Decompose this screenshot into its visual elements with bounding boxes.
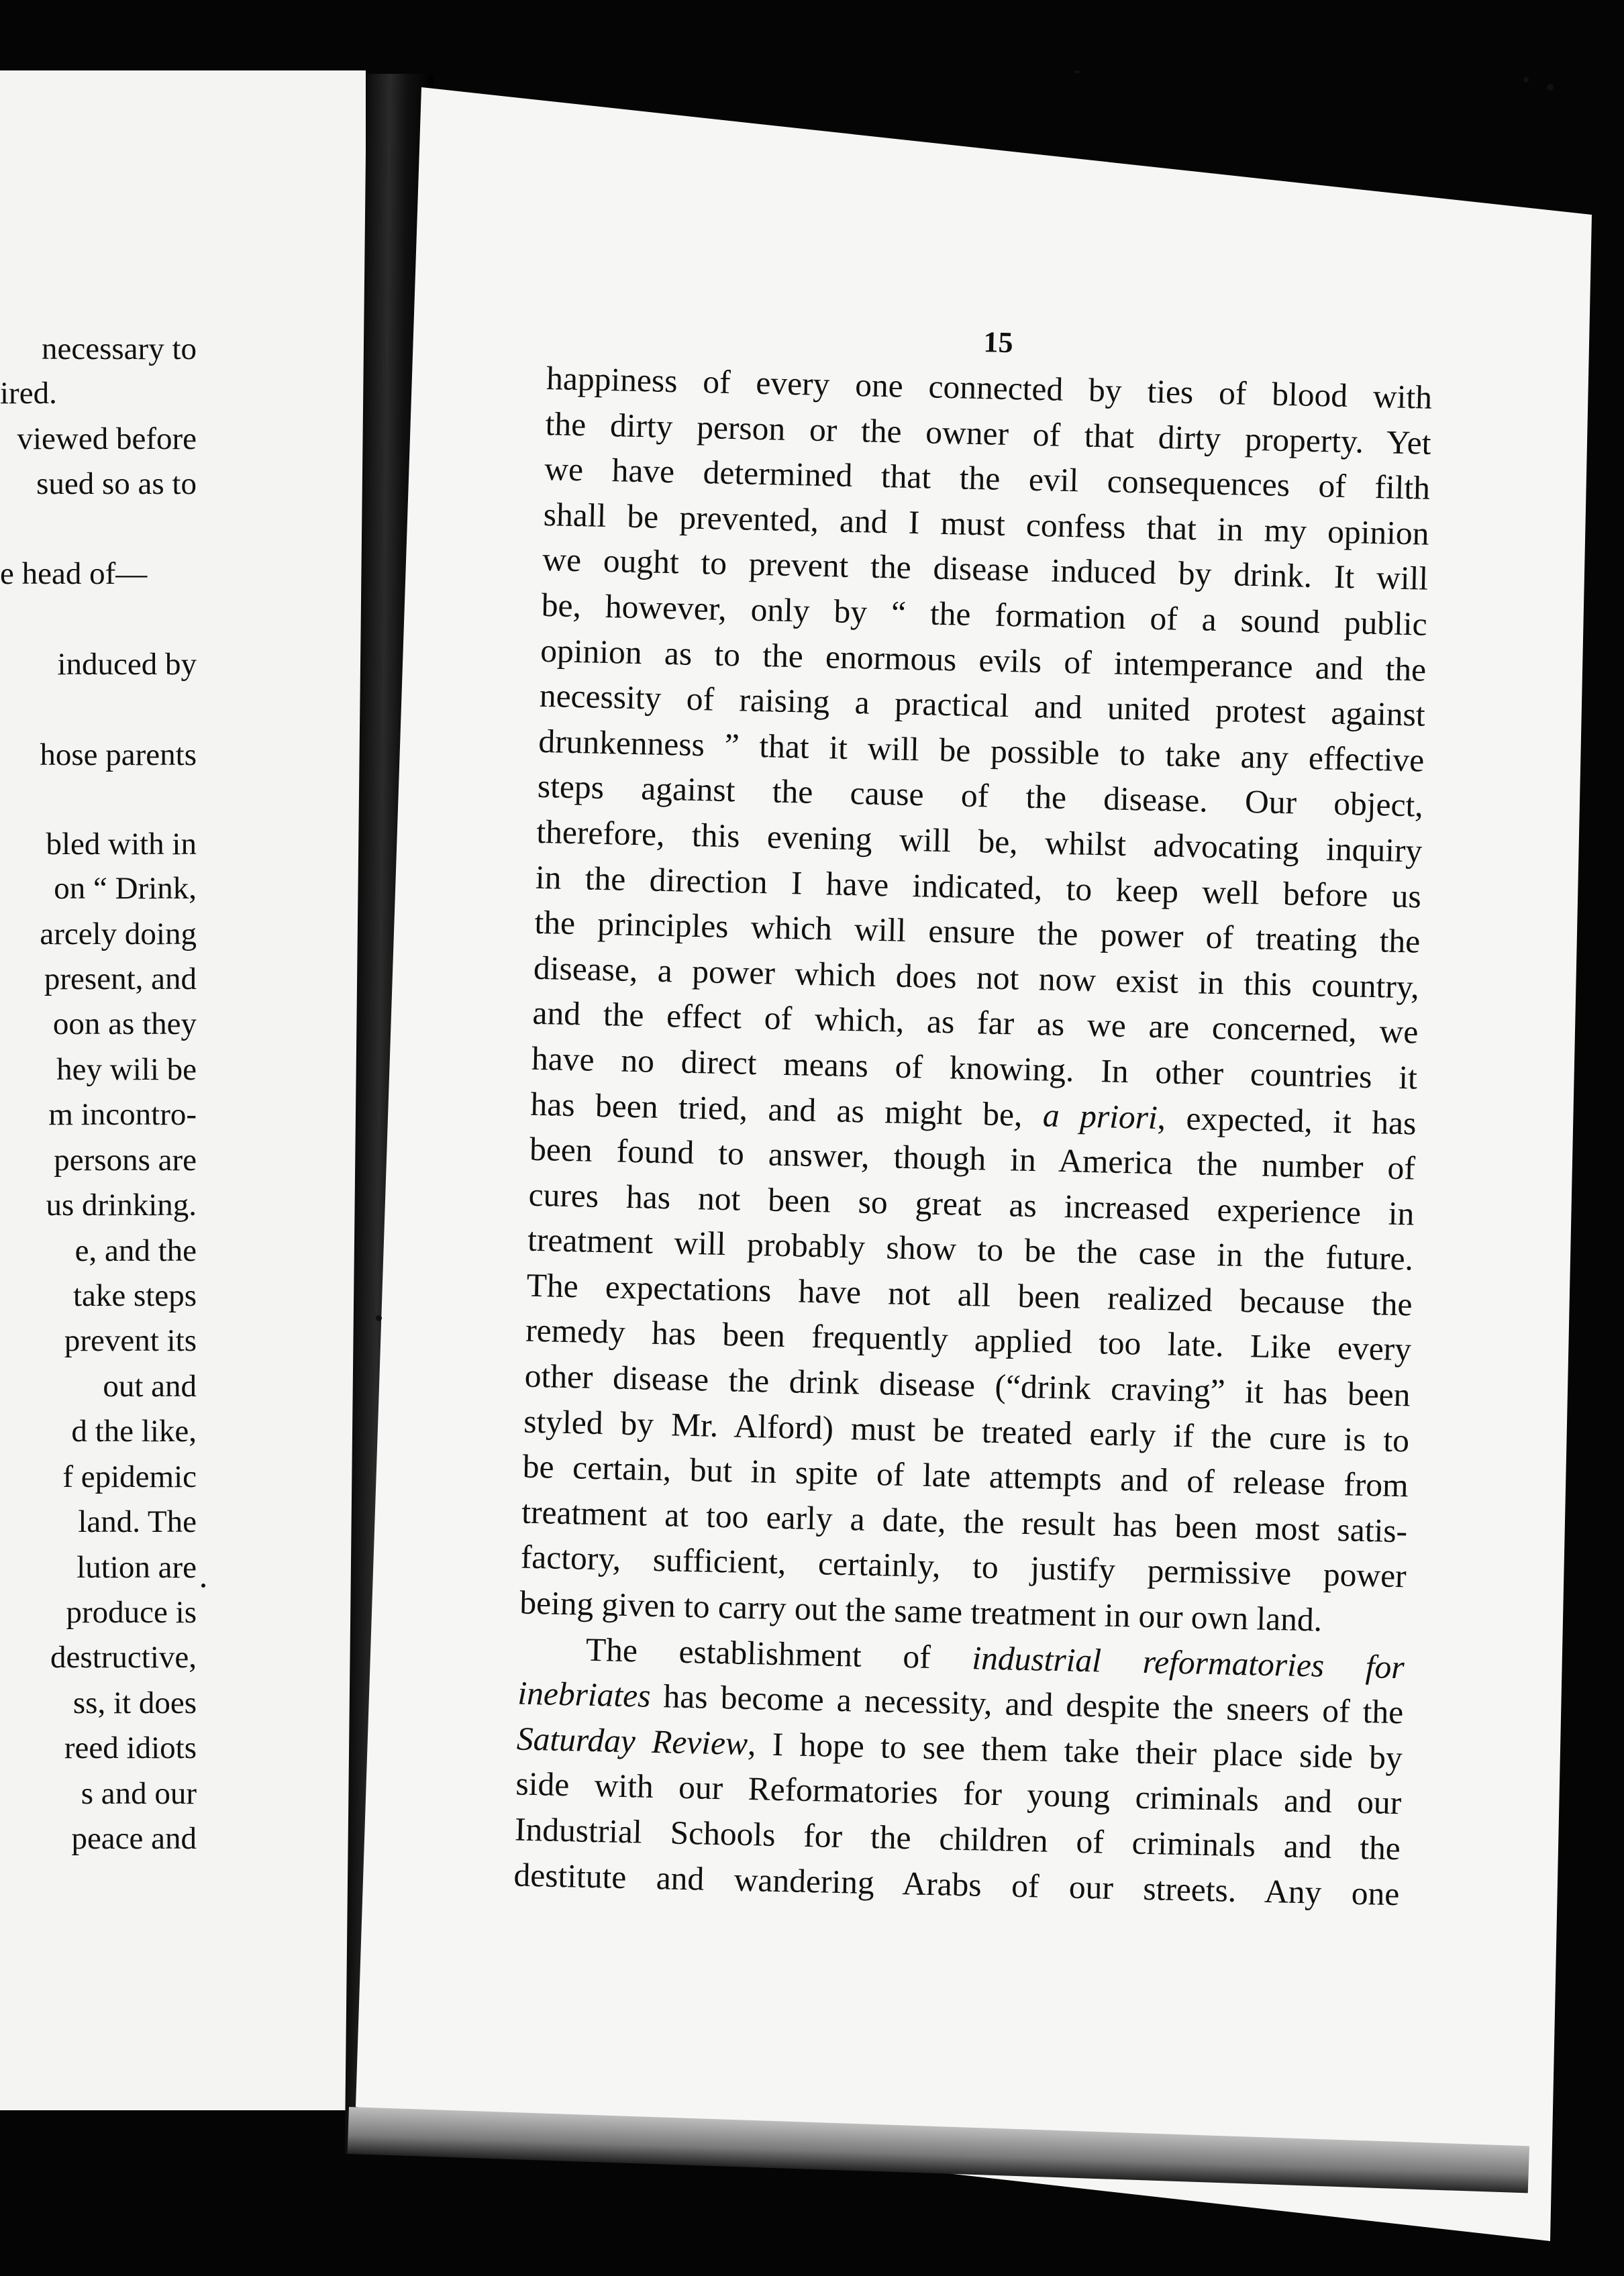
italic-title-saturday-review: Saturday Review xyxy=(516,1720,748,1762)
left-page-line: land. The xyxy=(78,1504,197,1539)
text-line: been found to answer, though in America the number of xyxy=(529,1130,1416,1187)
left-page-line: prevent its xyxy=(64,1323,197,1358)
left-page-line: bled with in xyxy=(46,827,197,862)
left-page-line: arcely doing xyxy=(40,917,197,951)
left-page-line: persons are xyxy=(54,1143,197,1178)
text-line: treatment at too early a date, the result has been most satis- xyxy=(521,1493,1408,1550)
text-line: remedy has been frequently applied too late. Like every xyxy=(525,1312,1412,1368)
scan-speck xyxy=(201,1584,205,1588)
left-page-line: sued so as to xyxy=(36,466,197,501)
text-line: other disease the drink disease (“drink craving” it has been xyxy=(524,1357,1411,1414)
left-page-line: viewed before xyxy=(17,421,197,456)
left-page-line: present, and xyxy=(44,962,197,996)
text-line: Industrial Schools for the children of criminals and the xyxy=(514,1810,1401,1867)
text-line: have no direct means of knowing. In other countries it xyxy=(531,1039,1418,1096)
text-line: disease, a power which does not now exist in this country, xyxy=(533,949,1420,1006)
left-page-line: lution are xyxy=(77,1550,197,1585)
text-line: therefore, this evening will be, whilst advocating inquiry xyxy=(536,813,1423,870)
text-line: and the effect of which, as far as we are concerned, we xyxy=(532,994,1419,1051)
text-line: we have determined that the evil consequences of filth xyxy=(544,450,1431,507)
text-line: we ought to prevent the disease induced by drink. It will xyxy=(542,541,1429,598)
text-run: has become a necessity, and despite the sneers of the xyxy=(663,1677,1404,1731)
text-line: shall be prevented, and I must confess that in my opinion xyxy=(543,495,1430,552)
left-page-line: induced by xyxy=(57,647,197,682)
text-line: be certain, but in spite of late attempts and of release from xyxy=(522,1447,1409,1504)
left-page-line: hey wili be xyxy=(56,1052,197,1087)
scan-speck xyxy=(1074,70,1080,73)
scan-speck xyxy=(376,1315,382,1321)
left-page-line: reed idiots xyxy=(64,1730,197,1765)
text-line: be, however, only by “ the formation of a sound public xyxy=(541,586,1428,643)
text-line: cures has not been so great as increased experience in xyxy=(528,1176,1415,1233)
left-page-line: on “ Drink, xyxy=(54,871,197,906)
text-line: factory, sufficient, certainly, to justify permissive power xyxy=(520,1539,1407,1595)
left-page-line: m incontro- xyxy=(48,1097,197,1132)
left-page-line: peace and xyxy=(71,1821,197,1856)
text-line: destitute and wandering Arabs of our streets. Any one xyxy=(513,1856,1400,1912)
left-page-line: out and xyxy=(103,1369,197,1404)
text-run: The establishment of xyxy=(585,1631,931,1675)
text-run: has been tried, and as might be, xyxy=(530,1085,1023,1133)
text-line: side with our Reformatories for young criminals and our xyxy=(515,1765,1402,1822)
text-line: the principles which will ensure the power of treating the xyxy=(534,903,1421,960)
right-page-text xyxy=(513,325,1433,1916)
text-line: the dirty person or the owner of that dirty property. Yet xyxy=(545,405,1432,462)
italic-phrase-industrial-reformatories: industrial reformatories for xyxy=(971,1639,1405,1686)
text-line: steps against the cause of the disease. Our object, xyxy=(537,768,1424,824)
left-page-line: f epidemic xyxy=(62,1459,197,1494)
left-page-line: ired. xyxy=(0,376,57,411)
text-line-paragraph-end: being given to carry out the same treatment in our own land. xyxy=(519,1584,1323,1639)
text-line: in the direction I have indicated, to keep well before us xyxy=(535,858,1422,915)
left-page-line: us drinking. xyxy=(46,1188,197,1223)
text-line: necessity of raising a practical and united protest against xyxy=(539,677,1426,733)
left-page-line: s and our xyxy=(81,1776,197,1811)
text-line: styled by Mr. Alford) must be treated early if the cure is to xyxy=(523,1402,1410,1459)
scan-speck xyxy=(1523,77,1529,83)
left-page-line: e, and the xyxy=(74,1233,197,1268)
left-page-line: ss, it does xyxy=(72,1686,197,1720)
text-run: , expected, it has xyxy=(1157,1098,1417,1142)
left-page-line: hose parents xyxy=(40,737,197,772)
scan-speck xyxy=(1547,84,1554,91)
text-line: treatment will probably show to be the case in the future. xyxy=(527,1221,1414,1278)
text-line: happiness of every one connected by ties of blood with xyxy=(546,359,1433,416)
italic-phrase-a-priori: a priori xyxy=(1042,1096,1158,1136)
left-page-line: oon as they xyxy=(52,1006,197,1041)
page-number: 15 xyxy=(983,325,1014,360)
left-page-line: d the like, xyxy=(71,1414,197,1449)
text-run: , I hope to see them take their place side by xyxy=(747,1724,1403,1777)
text-line: opinion as to the enormous evils of intemperance and the xyxy=(540,631,1427,688)
left-page-line: produce is xyxy=(66,1595,197,1630)
left-page-line: take steps xyxy=(72,1278,197,1313)
left-page-line: destructive, xyxy=(50,1640,197,1675)
text-line: The expectations have not all been realized because the xyxy=(526,1266,1413,1323)
text-line: drunkenness ” that it will be possible to take any effective xyxy=(538,722,1425,779)
left-page-line: necessary to xyxy=(42,331,197,366)
left-page xyxy=(0,70,366,2110)
italic-word-inebriates: inebriates xyxy=(517,1674,652,1715)
left-page-line: e head of— xyxy=(0,556,148,591)
